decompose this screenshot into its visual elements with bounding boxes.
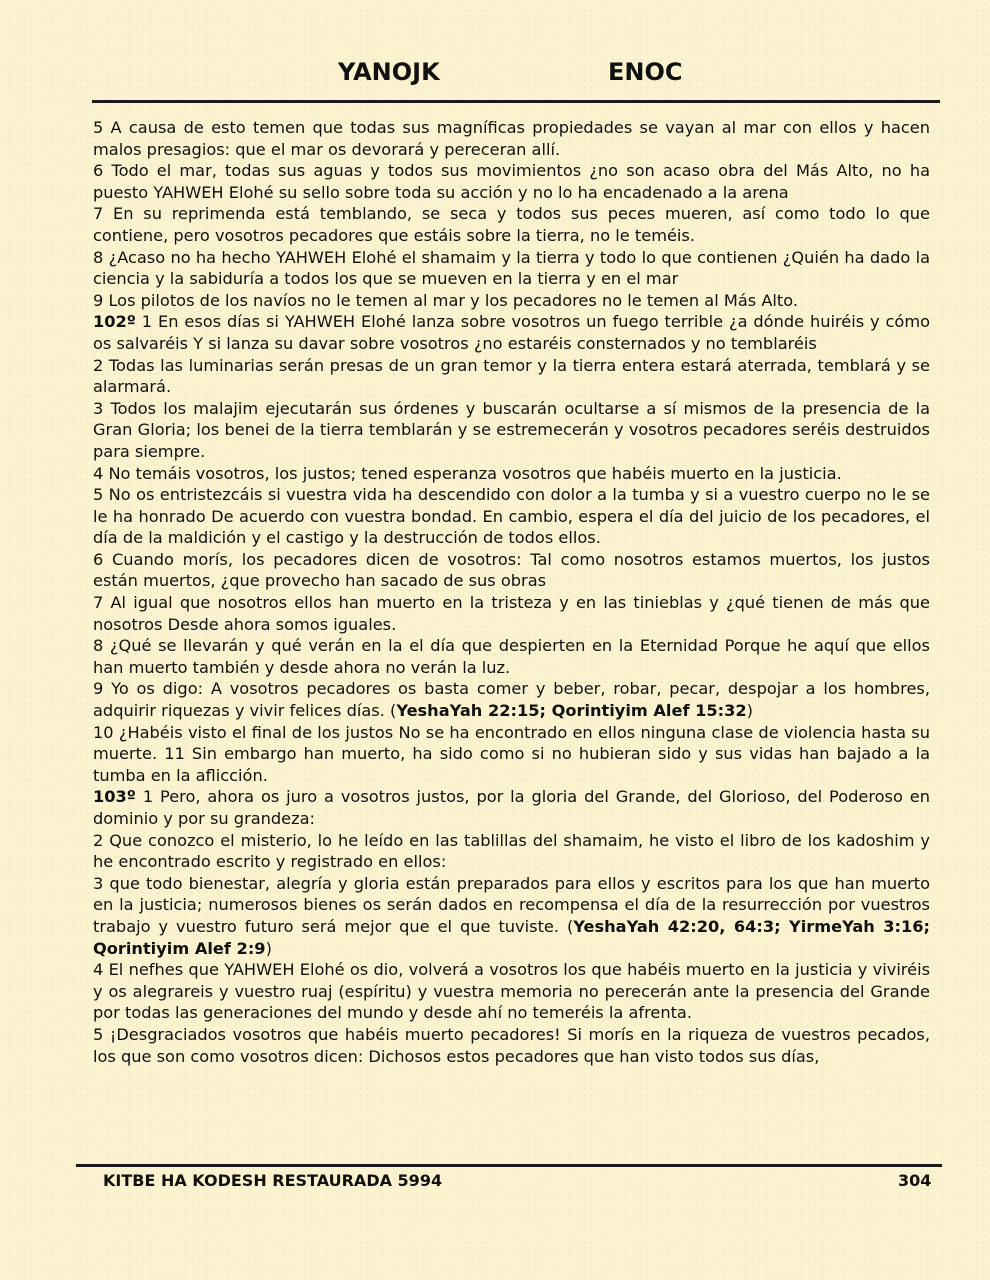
paragraph: 10 ¿Habéis visto el final de los justos No se ha encontrado en ellos ninguna clase de violencia hasta su muerte. 11 Sin embargo han muerto, ha sido como si no hubieran sido y sus vidas han bajado a la tumba en la aflicción. bbox=[93, 722, 930, 785]
header-title-right: ENOC bbox=[608, 58, 683, 86]
paragraph: 2 Que conozco el misterio, lo he leído en las tablillas del shamaim, he visto el libro de los kadoshim y he encontrado escrito y registrado en ellos: bbox=[93, 830, 930, 872]
paragraph: 8 ¿Qué se llevarán y qué verán en la el día que despierten en la Eternidad Porque he aquí que ellos han muerto también y desde ahora no verán la luz. bbox=[93, 636, 930, 677]
paragraph: 4 El nefhes que YAHWEH Elohé os dio, volverá a vosotros los que habéis muerto en la justicia y viviréis y os alegrareis y vuestro ruaj (espíritu) y vuestra memoria no perecerán ante la presencia del Grande por todas las generaciones del mundo y desde ahí no temeréis la afrenta. bbox=[93, 960, 930, 1023]
paragraph-chapter-103: 103º 1 Pero, ahora os juro a vosotros justos, por la gloria del Grande, del Glorioso, del Poderoso en dominio y por su grandeza: bbox=[93, 787, 930, 828]
paragraph: 6 Cuando morís, los pecadores dicen de vosotros: Tal como nosotros estamos muertos, los justos están muertos, ¿que provecho han sacado de sus obras bbox=[93, 549, 930, 591]
paragraph: 5 No os entristezcáis si vuestra vida ha descendido con dolor a la tumba y si a vuestro cuerpo no le se le ha honrado De acuerdo con vuestra bondad. En cambio, espera el día del juicio de los pecadores, el día de la maldición y el castigo y la destrucción de todos ellos. bbox=[93, 485, 930, 548]
paragraph: 8 ¿Acaso no ha hecho YAHWEH Elohé el shamaim y la tierra y todo lo que contienen ¿Quién ha dado la ciencia y la sabiduría a todos los que se mueven en la tierra y en el mar bbox=[93, 247, 930, 289]
paragraph: 6 Todo el mar, todas sus aguas y todos sus movimientos ¿no son acaso obra del Más Alto, no ha puesto YAHWEH Elohé su sello sobre toda su acción y no lo ha encadenado a la arena bbox=[93, 161, 930, 202]
paragraph: 5 A causa de esto temen que todas sus magníficas propiedades se vayan al mar con ellos y hacen malos presagios: que el mar os devorará y pereceran allí. bbox=[93, 118, 930, 159]
paragraph-chapter-102: 102º 1 En esos días si YAHWEH Elohé lanza sobre vosotros un fuego terrible ¿a dónde huiréis y cómo os salvaréis Y si lanza su davar sobre vosotros ¿no estaréis consternados y no temblaréis bbox=[93, 312, 930, 353]
page-header bbox=[92, 56, 940, 103]
paragraph: 4 No temáis vosotros, los justos; tened esperanza vosotros que habéis muerto en la justicia. bbox=[93, 463, 842, 483]
page-number: 304 bbox=[898, 1171, 932, 1190]
scripture-reference: YeshaYah 42:20, 64:3; YirmeYah 3:16; Qorintiyim Alef 2:9 bbox=[93, 916, 930, 958]
chapter-number: 103º bbox=[93, 787, 136, 807]
paragraph: 9 Yo os digo: A vosotros pecadores os basta comer y beber, robar, pecar, despojar a los hombres, adquirir riquezas y vivir felices días. (YeshaYah 22:15; Qorintiyim Alef 15:32) bbox=[93, 679, 930, 721]
paragraph: 3 que todo bienestar, alegría y gloria están preparados para ellos y escritos para los que han muerto en la justicia; numerosos bienes os serán dados en recompensa el día de la resurrección por vuestros trabajo y vuestro futuro será mejor que el que tuviste. (YeshaYah 42:20, 64:3; YirmeYah 3:16; Qorintiyim Alef 2:9) bbox=[93, 873, 930, 958]
paragraph: 3 Todos los malajim ejecutarán sus órdenes y buscarán ocultarse a sí mismos de la presencia de la Gran Gloria; los benei de la tierra temblarán y se estremecerán y vosotros pecadores seréis destruidos para siempre. bbox=[93, 398, 930, 461]
paragraph: 7 Al igual que nosotros ellos han muerto en la tristeza y en las tinieblas y ¿qué tienen de más que nosotros Desde ahora somos iguales. bbox=[93, 593, 930, 634]
page-body bbox=[93, 117, 930, 1067]
paragraph: 9 Los pilotos de los navíos no le temen al mar y los pecadores no le temen al Más Alto. bbox=[93, 290, 799, 310]
paragraph: 2 Todas las luminarias serán presas de un gran temor y la tierra entera estará aterrada, temblará y se alarmará. bbox=[93, 355, 930, 397]
paragraph: 5 ¡Desgraciados vosotros que habéis muerto pecadores! Si morís en la riqueza de vuestros pecados, los que son como vosotros dicen: Dichosos estos pecadores que han visto todos sus días, bbox=[93, 1024, 930, 1066]
footer-rule bbox=[76, 1164, 942, 1167]
footer-book-title: KITBE HA KODESH RESTAURADA 5994 bbox=[103, 1171, 443, 1190]
paragraph: 7 En su reprimenda está temblando, se seca y todos sus peces mueren, así como todo lo que contiene, pero vosotros pecadores que estáis sobre la tierra, no le teméis. bbox=[93, 204, 930, 245]
chapter-number: 102º bbox=[93, 312, 136, 332]
scripture-reference: YeshaYah 22:15; Qorintiyim Alef 15:32 bbox=[396, 701, 747, 721]
header-title-left: YANOJK bbox=[338, 58, 440, 86]
